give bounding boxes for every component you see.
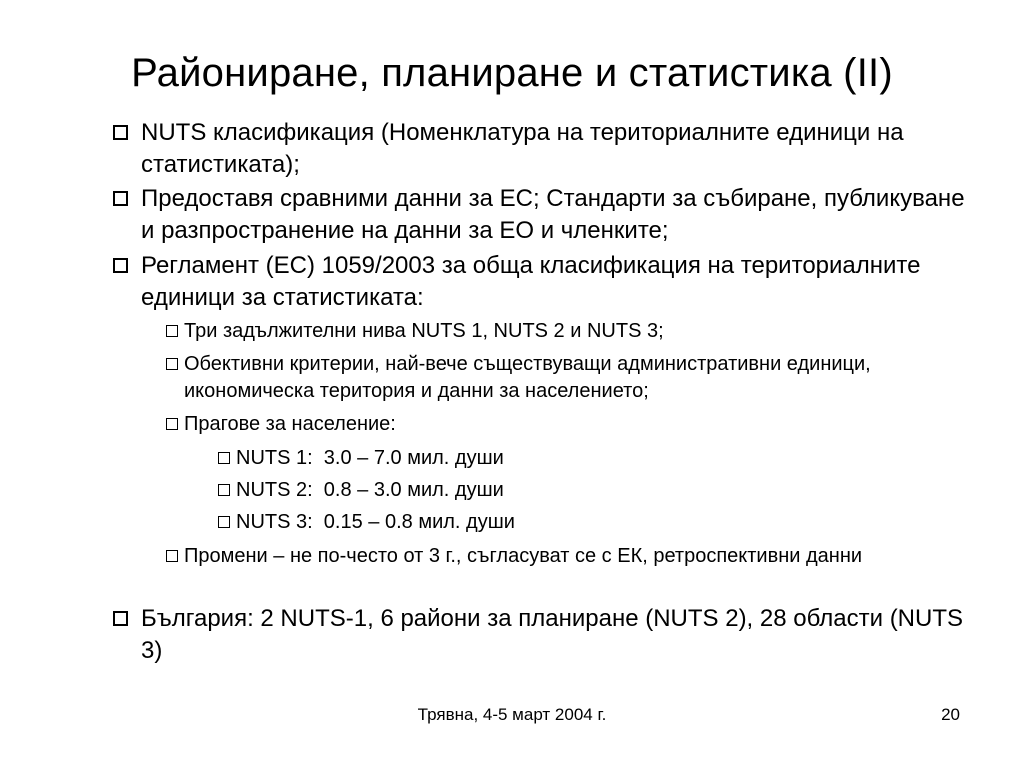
checkbox-bullet-icon: [113, 191, 128, 206]
footer-place-date: Трявна, 4-5 март 2004 г.: [417, 705, 607, 724]
checkbox-bullet-icon: [113, 258, 128, 273]
checkbox-bullet-icon: [113, 611, 128, 626]
sub-sub-item-nuts1: [218, 445, 504, 472]
threshold-text: NUTS 3: 0.15 – 0.8 мил. души: [236, 511, 515, 533]
sub-item-changes: [166, 543, 906, 570]
bullet-text: Предоставя сравними данни за ЕС; Стандарти за събиране, публикуване и разпространение на данни за ЕО и членките;: [141, 185, 965, 244]
checkbox-bullet-icon: [166, 550, 178, 562]
checkbox-bullet-icon: [166, 418, 178, 430]
sub-item-population-thresholds: [166, 411, 966, 438]
checkbox-bullet-icon: [113, 125, 128, 140]
checkbox-bullet-icon: [218, 516, 230, 528]
checkbox-bullet-icon: [166, 325, 178, 337]
threshold-text: NUTS 1: 3.0 – 7.0 мил. души: [236, 447, 504, 469]
bullet-text: България: 2 NUTS-1, 6 райони за планиране (NUTS 2), 28 области (NUTS 3): [141, 605, 964, 664]
sub-sub-item-nuts2: [218, 477, 504, 504]
checkbox-bullet-icon: [218, 452, 230, 464]
bullet-text: Регламент (ЕС) 1059/2003 за обща класификация на териториалните единици за статистиката:: [141, 252, 921, 311]
bullet-text: NUTS класификация (Номенклатура на териториалните единици на статистиката);: [141, 119, 904, 178]
checkbox-bullet-icon: [218, 484, 230, 496]
bullet-item-bulgaria: [113, 603, 973, 667]
checkbox-bullet-icon: [166, 358, 178, 370]
sub-sub-item-nuts3: [218, 509, 515, 536]
sub-item-text: Промени – не по-често от 3 г., съгласуват се с ЕК, ретроспективни данни: [184, 545, 863, 567]
bullet-item-comparable-data: [113, 183, 973, 247]
sub-item-text: Прагове за население:: [184, 413, 396, 435]
sub-item-text: Обективни критерии, най-вече съществуващи административни единици, икономическа територия и данни за населението;: [184, 353, 871, 402]
bullet-item-nuts-classification: [113, 117, 973, 181]
bullet-item-regulation: [113, 250, 973, 314]
sub-item-text: Три задължителни нива NUTS 1, NUTS 2 и NUTS 3;: [184, 320, 664, 342]
sub-item-objective-criteria: [166, 351, 906, 405]
threshold-text: NUTS 2: 0.8 – 3.0 мил. души: [236, 479, 504, 501]
sub-item-mandatory-levels: [166, 318, 966, 345]
page-number: 20: [941, 705, 960, 724]
slide-title: Райониране, планиране и статистика (II): [131, 51, 893, 95]
